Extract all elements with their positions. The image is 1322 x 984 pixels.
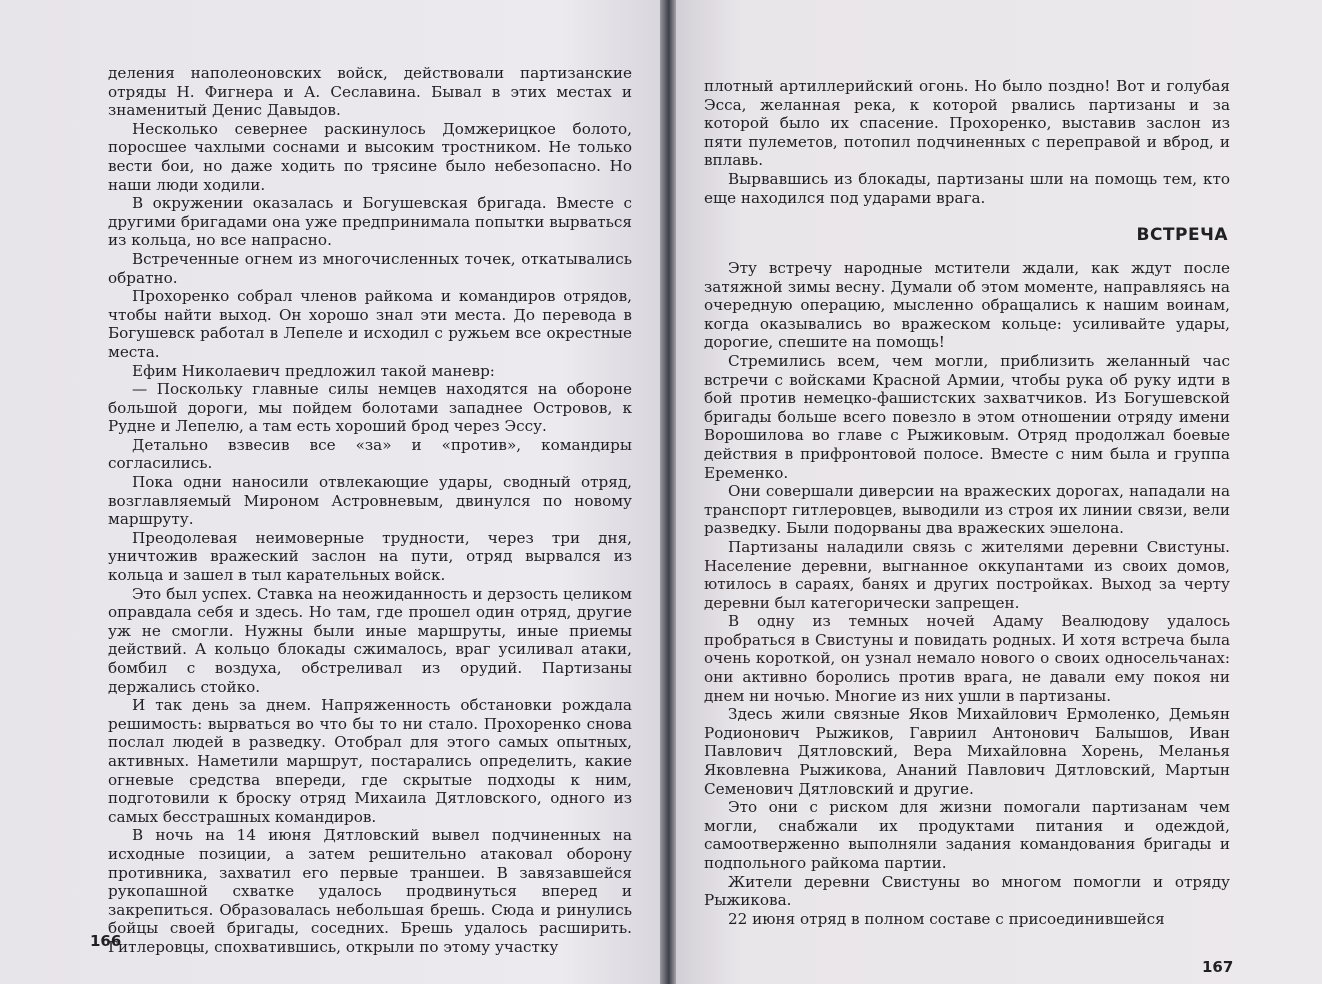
paragraph: Жители деревни Свистуны во многом помогли и отряду Рыжикова. xyxy=(704,872,1230,910)
paragraph: Стремились всем, чем могли, приблизить желанный час встречи с войсками Красной Армии, чтобы рука об руку идти в бой против немецко-фашистских захватчиков. Из Богушевской бригады больше всего повезло в этом отношении отряду имени Ворошилова во главе с Рыжиковым. Отряд продолжал боевые действия в прифронтовой полосе. Вместе с ним была и группа Еременко. xyxy=(704,351,1230,482)
paragraph: Преодолевая неимоверные трудности, через три дня, уничтожив вражеский заслон на пути, отряд вырвался из кольца и зашел в тыл карательных войск. xyxy=(108,528,632,585)
paragraph: Детально взвесив все «за» и «против», командиры согласились. xyxy=(108,435,632,473)
paragraph: Вырвавшись из блокады, партизаны шли на помощь тем, кто еще находился под ударами врага. xyxy=(704,169,1230,207)
paragraph: Это они с риском для жизни помогали партизанам чем могли, снабжали их продуктами питания и одеждой, самоотверженно выполняли задания командования бригады и подпольного райкома партии. xyxy=(704,798,1230,872)
paragraph: Они совершали диверсии на вражеских дорогах, нападали на транспорт гитлеровцев, выводили из строя их линии связи, вели разведку. Были подорваны два вражеских эшелона. xyxy=(704,482,1230,538)
paragraph: В окружении оказалась и Богушевская бригада. Вместе с другими бригадами она уже предпринимала попытки вырваться из кольца, но все напрасно. xyxy=(108,194,632,250)
page-number: 167 xyxy=(1202,958,1234,976)
paragraph: деления наполеоновских войск, действовали партизанские отряды Н. Фигнера и А. Сеславина. Бывал в этих местах и знаменитый Денис Давыдов. xyxy=(108,64,632,120)
right-page xyxy=(676,0,1322,984)
paragraph: Партизаны наладили связь с жителями деревни Свистуны. Население деревни, выгнанное оккупантами из своих домов, ютилось в сараях, банях и других постройках. Выход за черту деревни был категорически запрещен. xyxy=(704,537,1230,612)
paragraph: Здесь жили связные Яков Михайлович Ермоленко, Демьян Родионович Рыжиков, Гавриил Антонович Балышов, Иван Павлович Дятловский, Вера Михайловна Хорень, Меланья Яковлевна Рыжикова, Ананий Павлович Дятловский, Мартын Семенович Дятловский и другие. xyxy=(704,705,1230,798)
page-number: 166 xyxy=(90,932,122,950)
book-gutter xyxy=(660,0,676,984)
left-page-text xyxy=(108,64,632,957)
right-page-text xyxy=(704,77,1230,207)
paragraph: Эту встречу народные мстители ждали, как ждут после затяжной зимы весну. Думали об этом моменте, направляясь на очередную операцию, мысленно обращались к нашим воинам, когда оказывались во вражеском кольце: усиливайте удары, дорогие, спешите на помощь! xyxy=(704,259,1230,352)
paragraph: Прохоренко собрал членов райкома и командиров отрядов, чтобы найти выход. Он хорошо знал эти места. До перевода в Богушевск работал в Лепеле и исходил с ружьем все окрестные места. xyxy=(108,287,632,361)
paragraph: Встреченные огнем из многочисленных точек, откатывались обратно. xyxy=(108,249,632,287)
paragraph: Ефим Николаевич предложил такой маневр: xyxy=(132,361,495,380)
left-page xyxy=(0,0,660,984)
paragraph: Пока одни наносили отвлекающие удары, сводный отряд, возглавляемый Мироном Астровневым, двинулся по новому маршруту. xyxy=(108,473,632,529)
paragraph: Это был успех. Ставка на неожиданность и дерзость целиком оправдала себя и здесь. Но там, где прошел один отряд, другие уж не смогли. Нужны были иные маршруты, иные приемы действий. А кольцо блокады сжималось, враг усиливал атаки, бомбил с воздуха, обстреливал из орудий. Партизаны держались стойко. xyxy=(108,584,632,696)
paragraph: И так день за днем. Напряженность обстановки рождала решимость: вырваться во что бы то ни стало. Прохоренко снова послал людей в разведку. Отобрал для этого самых опытных, активных. Наметили маршрут, постарались определить, какие огневые средства впереди, где скрытые подходы к ним, подготовили к броску отряд Михаила Дятловского, одного из самых бесстрашных командиров. xyxy=(108,696,632,826)
section-text xyxy=(704,259,1230,928)
paragraph: — Поскольку главные силы немцев находятся на обороне большой дороги, мы пойдем болотами западнее Островов, к Рудне и Лепелю, а там есть хороший брод через Эссу. xyxy=(108,380,632,436)
section-heading: ВСТРЕЧА xyxy=(1136,225,1228,245)
paragraph: В ночь на 14 июня Дятловский вывел подчиненных на исходные позиции, а затем решительно атаковал оборону противника, захватил его первые траншеи. В завязавшейся рукопашной схватке удалось продвинуться вперед и закрепиться. Образовалась небольшая брешь. Сюда и ринулись бойцы своей бригады, соседних. Брешь удалось расширить. Гитлеровцы, спохватившись, открыли по этому участку xyxy=(108,826,632,956)
paragraph: В одну из темных ночей Адаму Веалюдову удалось пробраться в Свистуны и повидать родных. И хотя встреча была очень короткой, он узнал немало нового о своих односельчанах: они активно боролись против врага, не давали ему покоя ни днем ни ночью. Многие из них ушли в партизаны. xyxy=(704,612,1230,705)
paragraph: плотный артиллерийский огонь. Но было поздно! Вот и голубая Эсса, желанная река, к которой рвались партизаны и за которой было их спасение. Прохоренко, выставив заслон из пяти пулеметов, потопил подчиненных с переправой и вброд, и вплавь. xyxy=(704,77,1230,170)
paragraph: Несколько севернее раскинулось Домжерицкое болото, поросшее чахлыми соснами и высоким тростником. Не только вести бои, но даже ходить по трясине было небезопасно. Но наши люди ходили. xyxy=(108,119,632,194)
paragraph: 22 июня отряд в полном составе с присоединившейся xyxy=(728,909,1165,928)
